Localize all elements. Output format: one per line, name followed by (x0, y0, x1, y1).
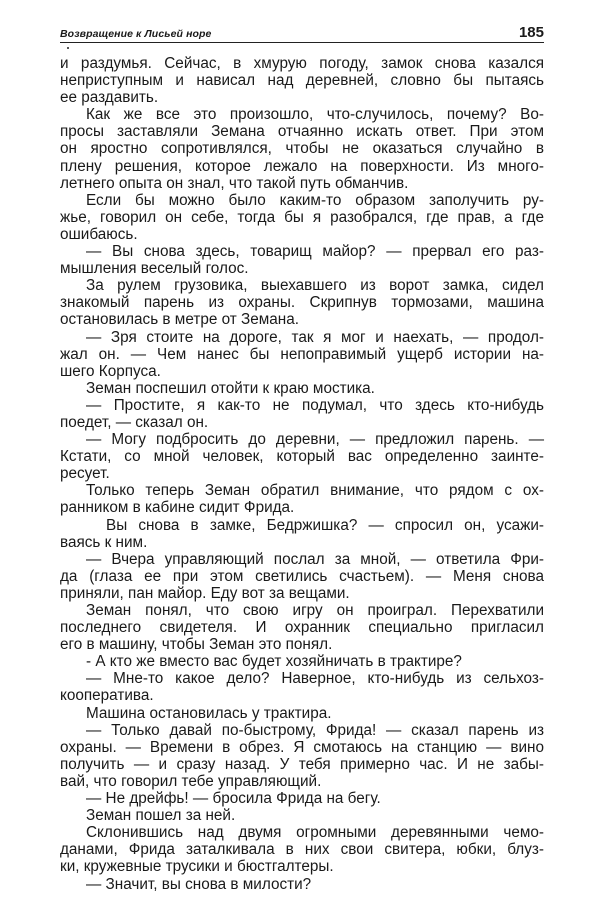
text-line: приняли, пан майор. Еду вот за вещами. (60, 584, 350, 602)
text-line: — Зря стоите на дороге, так я мог и наехать, — продол- (86, 328, 544, 346)
text-line: — Простите, я как-то не подумал, что здесь кто-нибудь (86, 396, 544, 414)
text-line: ее раздавить. (60, 89, 159, 107)
text-line: Машина остановилась у трактира. (86, 704, 332, 722)
text-line: кооператива. (60, 687, 154, 705)
text-line: ки, кружевные трусики и бюстгалтеры. (60, 858, 334, 876)
book-page (60, 22, 544, 43)
text-line: — Не дрейфь! — бросила Фрида на бегу. (86, 790, 381, 808)
text-line: Вы снова в замке, Бедржишка? — спросил он, усажи- (106, 516, 544, 534)
text-line: Склонившись над двумя огромными деревянными чемо- (86, 824, 544, 842)
text-line: Земан пошел за ней. (86, 807, 236, 825)
text-line: жал он. — Чем нанес бы непоправимый ущерб истории на- (60, 345, 544, 363)
text-line: остановилась в метре от Земана. (60, 311, 299, 329)
text-line: знакомый парень из охраны. Скрипнув тормозами, машина (60, 294, 544, 312)
text-line: он яростно сопротивлялся, чтобы не оказаться случайно в (60, 140, 544, 158)
text-line: плену решения, которое лежало на поверхности. Из много- (60, 157, 544, 175)
text-line: — Только давай по-быстрому, Фрида! — сказал парень из (86, 721, 544, 739)
text-line: Только теперь Земан обратил внимание, что рядом с ох- (86, 482, 544, 500)
text-line: Земан понял, что свою игру он проиграл. Перехватили (86, 602, 544, 619)
text-line: За рулем грузовика, выехавшего из ворот замка, сидел (86, 277, 544, 295)
text-line: просы заставляли Земана отчаянно искать ответ. При этом (60, 123, 544, 141)
text-line: летнего опыта он знал, что такой путь обманчив. (60, 174, 409, 192)
text-line: — Мне-то какое дело? Наверное, кто-нибудь из сельхоз- (86, 670, 544, 688)
text-line: мышления веселый голос. (60, 260, 249, 278)
print-speck (67, 47, 69, 49)
text-line: — Вы снова здесь, товарищ майор? — прервал его раз- (86, 243, 544, 261)
text-line: последнего свидетеля. И охранник специально пригласил (60, 619, 544, 637)
text-line: ваясь к ним. (60, 533, 148, 551)
text-line: Если бы можно было каким-то образом заполучить ру- (86, 191, 544, 209)
text-line: — Значит, вы снова в милости? (86, 875, 312, 893)
text-line: данами, Фрида заталкивала в них свои свитера, юбки, блуз- (60, 841, 544, 859)
text-line: да (глаза ее при этом светились счастьем). — Меня снова (60, 567, 544, 585)
page-number: 185 (518, 24, 544, 41)
text-line: получить — и сразу назад. У тебя примерно час. И не забы- (60, 755, 544, 773)
text-line: вай, что говорил тебе управляющий. (60, 772, 322, 790)
text-line: ранником в кабине сидит Фрида. (60, 499, 295, 517)
text-line: жье, говорил он себе, тогда бы я разобрался, где прав, а где (60, 208, 544, 226)
text-line: поедет, — сказал он. (60, 413, 209, 431)
text-line: и раздумья. Сейчас, в хмурую погоду, замок снова казался (60, 55, 544, 72)
text-line: шего Корпуса. (60, 362, 161, 380)
text-line: ресует. (60, 465, 110, 483)
body-text (60, 55, 544, 893)
text-line: — Могу подбросить до деревни, — предложил парень. — (86, 431, 544, 449)
text-line: - А кто же вместо вас будет хозяйничать в трактире? (86, 653, 462, 671)
text-line: неприступным и нависал над деревней, словно бы пытаясь (60, 72, 544, 90)
text-line: его в машину, чтобы Земан это понял. (60, 636, 333, 654)
text-line: ошибаюсь. (60, 225, 138, 243)
text-line: — Вчера управляющий послал за мной, — ответила Фри- (86, 550, 544, 568)
text-line: охраны. — Времени в обрез. Я смотаюсь на станцию — вино (60, 738, 544, 756)
running-title: Возвращение к Лисьей норе (60, 28, 212, 40)
running-head (60, 22, 544, 43)
text-line: Земан поспешил отойти к краю мостика. (86, 379, 375, 397)
text-line: Кстати, со мной человек, который вас определенно заинте- (60, 448, 544, 466)
text-line: Как же все это произошло, что-случилось, почему? Во- (86, 106, 544, 124)
